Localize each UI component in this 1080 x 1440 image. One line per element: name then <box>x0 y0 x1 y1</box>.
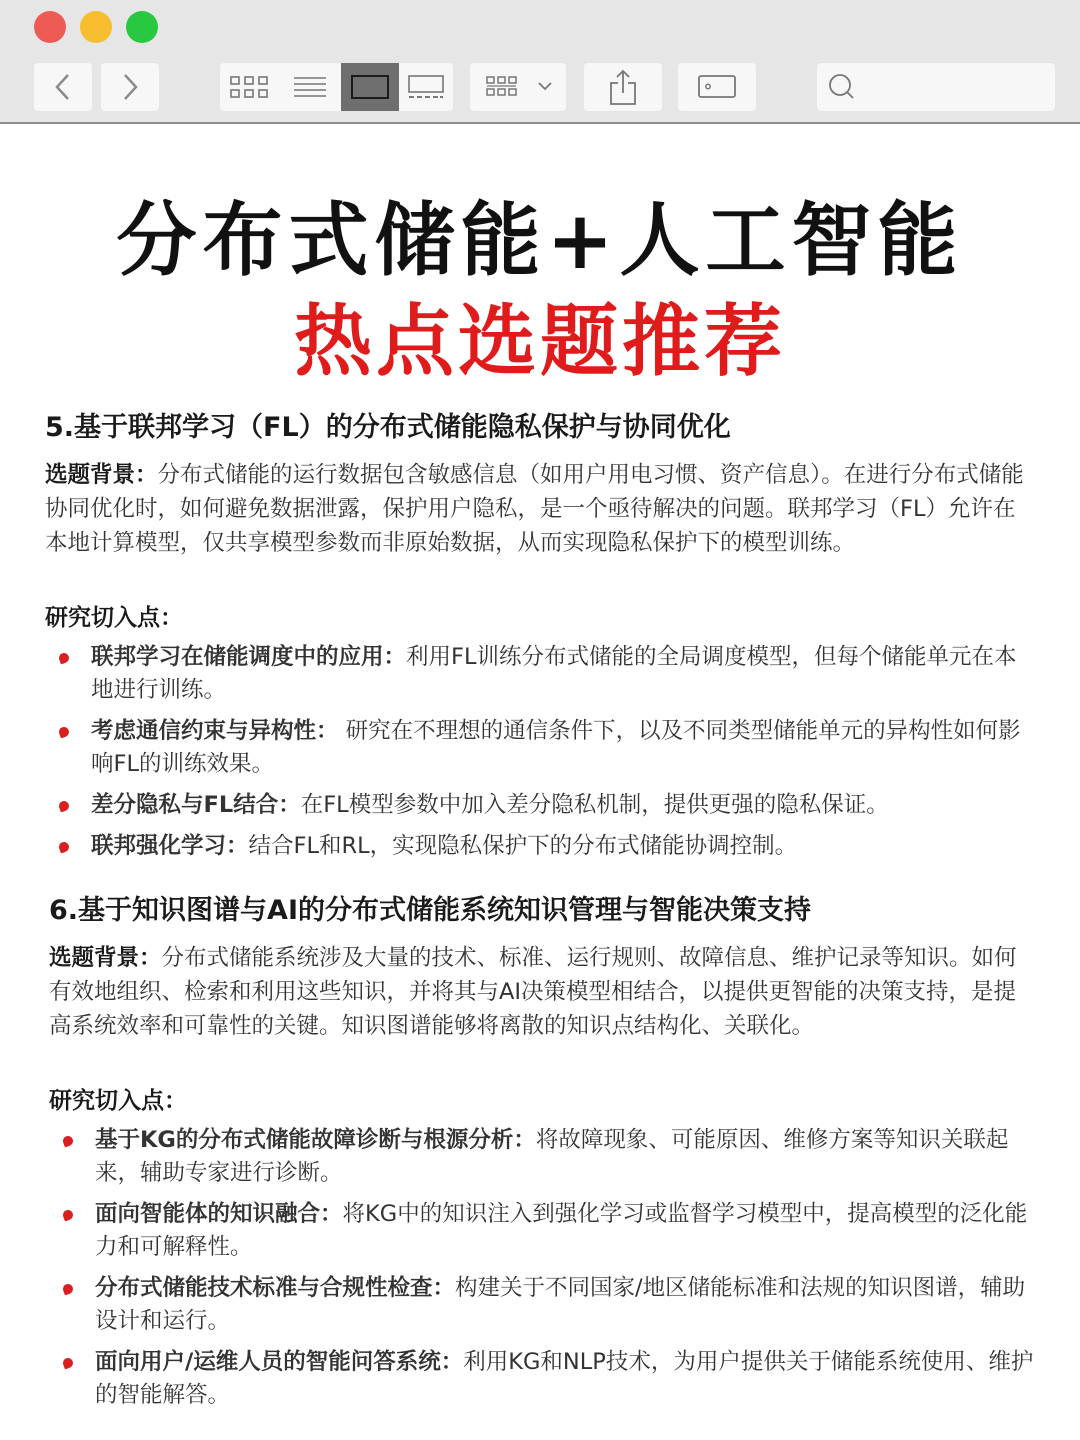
point-text: 构建关于不同国家/地区储能标准和法规的知识图谱，辅助设计和运行。 <box>95 1275 1026 1334</box>
point-title: 联邦强化学习： <box>91 833 249 859</box>
background-label: 选题背景： <box>45 462 158 488</box>
view-mode-segmented <box>220 63 453 111</box>
page-title: 分布式储能+人工智能 <box>116 194 964 287</box>
points-label: 研究切入点： <box>49 1088 187 1114</box>
grid-view-icon <box>220 63 278 111</box>
group-by-button[interactable] <box>470 63 566 111</box>
point-title: 联邦学习在储能调度中的应用： <box>91 644 407 670</box>
section-background <box>45 458 1035 560</box>
bullet-icon <box>58 652 71 665</box>
column-view-button[interactable] <box>341 63 399 111</box>
bullet-icon <box>58 726 71 739</box>
point-text: 将KG中的知识注入到强化学习或监督学习模型中，提高模型的泛化能力和可解释性。 <box>95 1201 1028 1260</box>
search-icon <box>817 63 877 111</box>
forward-button[interactable] <box>101 63 159 111</box>
chevron-down-icon <box>539 83 551 89</box>
point-title: 差分隐私与FL结合： <box>91 792 301 818</box>
background-text: 分布式储能系统涉及大量的技术、标准、运行规则、故障信息、维护记录等知识。如何有效地组织、检索和利用这些知识，并将其与AI决策模型相结合，以提供更智能的决策支持，是提高系统效率和可靠性的关键。知识图谱能够将离散的知识点结构化、关联化。 <box>49 945 1017 1039</box>
minimize-window-button[interactable] <box>80 11 112 43</box>
window-toolbar <box>0 0 1080 124</box>
point-text: 研究在不理想的通信条件下，以及不同类型储能单元的异构性如何影响FL的训练效果。 <box>91 718 1021 777</box>
list-item <box>49 1272 1034 1338</box>
list-item <box>45 830 1035 863</box>
search-field[interactable] <box>817 63 1055 111</box>
point-title: 考虑通信约束与异构性： <box>91 718 339 744</box>
background-text: 分布式储能的运行数据包含敏感信息（如用户用电习惯、资产信息）。在进行分布式储能协同优化时，如何避免数据泄露，保护用户隐私，是一个亟待解决的问题。联邦学习（FL）允许在本地计算模型，仅共享模型参数而非原始数据，从而实现隐私保护下的模型训练。 <box>45 462 1024 556</box>
chevron-right-icon <box>101 63 159 111</box>
tag-button[interactable] <box>678 63 756 111</box>
point-text: 将故障现象、可能原因、维修方案等知识关联起来，辅助专家进行诊断。 <box>95 1127 1009 1186</box>
tag-icon <box>678 63 756 111</box>
point-text: 结合FL和RL，实现隐私保护下的分布式储能协调控制。 <box>248 833 798 859</box>
point-title: 分布式储能技术标准与合规性检查： <box>95 1275 456 1301</box>
point-text: 利用FL训练分布式储能的全局调度模型，但每个储能单元在本地进行训练。 <box>91 644 1017 703</box>
gallery-view-button[interactable] <box>400 63 453 111</box>
bullet-icon <box>62 1283 75 1296</box>
list-view-icon <box>282 63 340 111</box>
list-item <box>49 1346 1034 1412</box>
close-window-button[interactable] <box>34 11 66 43</box>
bullet-icon <box>58 841 71 854</box>
page-subtitle: 热点选题推荐 <box>293 297 786 387</box>
group-by-icon <box>470 63 566 111</box>
grid-view-button[interactable] <box>220 63 278 111</box>
point-title: 基于KG的分布式储能故障诊断与根源分析： <box>95 1127 536 1153</box>
share-icon <box>584 63 662 111</box>
point-title: 面向智能体的知识融合： <box>95 1201 343 1227</box>
column-view-icon <box>341 63 399 111</box>
chevron-left-icon <box>34 63 92 111</box>
research-points-list <box>49 1124 1034 1420</box>
point-title: 面向用户/运维人员的智能问答系统： <box>95 1349 464 1375</box>
zoom-window-button[interactable] <box>126 11 158 43</box>
list-item <box>45 789 1035 822</box>
point-text: 利用KG和NLP技术，为用户提供关于储能系统使用、维护的智能解答。 <box>95 1349 1034 1408</box>
bullet-icon <box>62 1357 75 1370</box>
points-label: 研究切入点： <box>45 605 183 631</box>
point-text: 在FL模型参数中加入差分隐私机制，提供更强的隐私保证。 <box>300 792 889 818</box>
back-button[interactable] <box>34 63 92 111</box>
bullet-icon <box>62 1209 75 1222</box>
section-heading: 6.基于知识图谱与AI的分布式储能系统知识管理与智能决策支持 <box>49 895 811 926</box>
list-item <box>45 715 1035 781</box>
research-points-list <box>45 641 1035 871</box>
list-item <box>45 641 1035 707</box>
list-item <box>49 1198 1034 1264</box>
section-heading: 5.基于联邦学习（FL）的分布式储能隐私保护与协同优化 <box>45 412 731 443</box>
bullet-icon <box>58 800 71 813</box>
list-item <box>49 1124 1034 1190</box>
bullet-icon <box>62 1135 75 1148</box>
section-background <box>49 941 1034 1043</box>
gallery-view-icon <box>400 63 453 111</box>
share-button[interactable] <box>584 63 662 111</box>
background-label: 选题背景： <box>49 945 162 971</box>
list-view-button[interactable] <box>282 63 340 111</box>
